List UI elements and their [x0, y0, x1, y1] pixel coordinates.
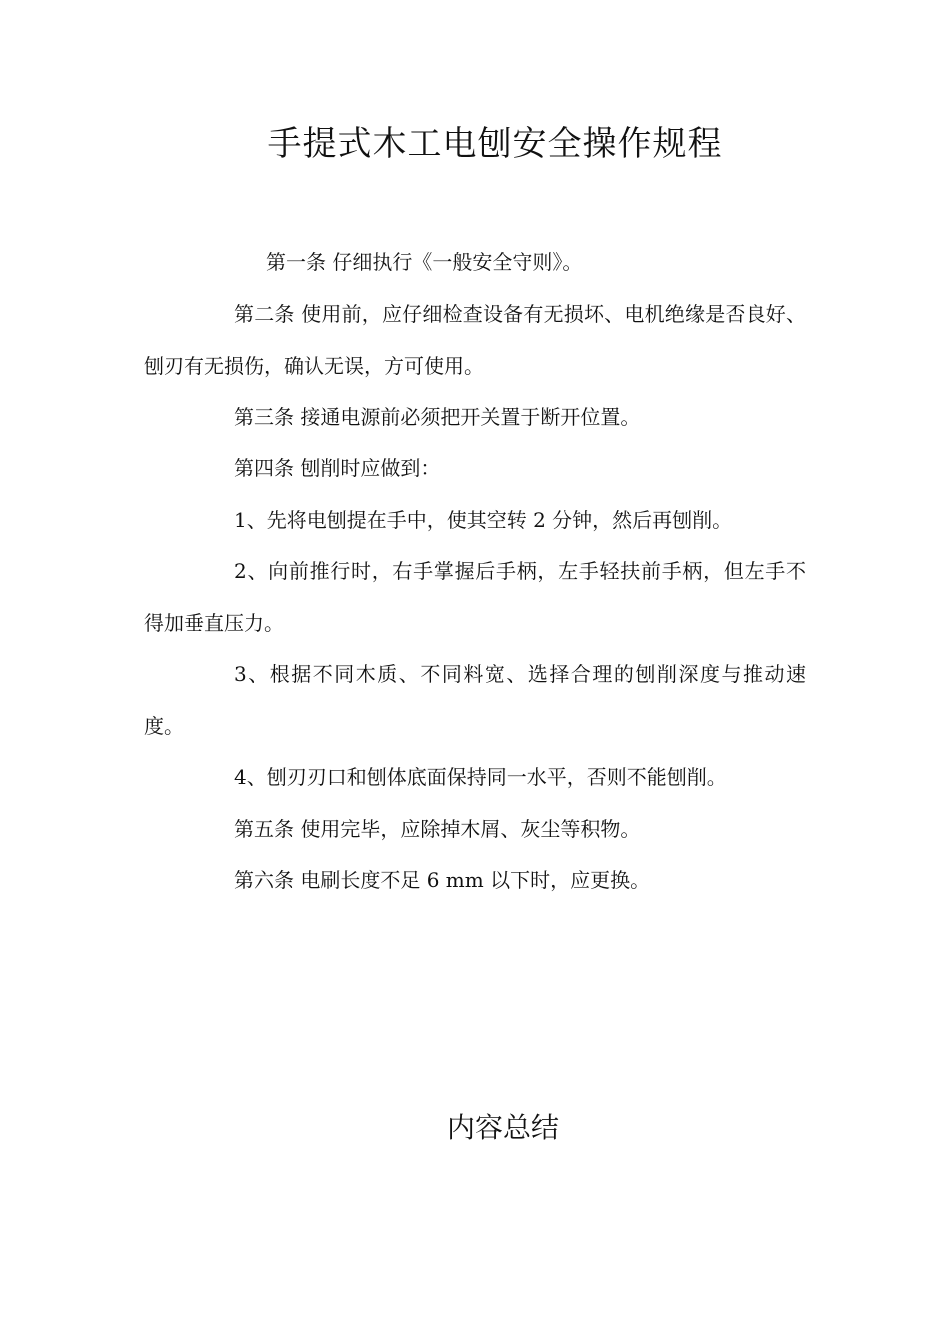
article-1: 第一条 仔细执行《一般安全守则》。 — [266, 250, 583, 274]
summary-heading: 内容总结 — [446, 1111, 559, 1144]
article-4-item-1: 1、先将电刨提在手中，使其空转 2 分钟，然后再刨削。 — [234, 507, 733, 532]
article-4-item-2: 2、向前推行时，右手掌握后手柄，左手轻扶前手柄，但左手不得加垂直压力。 — [144, 559, 806, 635]
document-body — [144, 245, 806, 915]
article-4-item-3: 3、根据不同木质、不同料宽、选择合理的刨削深度与推动速度。 — [144, 662, 806, 738]
article-4-item-4: 4、刨刃刃口和刨体底面保持同一水平，否则不能刨削。 — [234, 765, 727, 789]
article-5: 第五条 使用完毕，应除掉木屑、灰尘等积物。 — [234, 816, 641, 841]
document-title: 手提式木工电刨安全操作规程 — [267, 124, 723, 164]
article-4: 第四条 刨削时应做到： — [234, 456, 441, 480]
article-6: 第六条 电刷长度不足 6 mm 以下时，应更换。 — [234, 868, 651, 892]
article-3: 第三条 接通电源前必须把开关置于断开位置。 — [234, 404, 641, 429]
article-2: 第二条 使用前，应仔细检查设备有无损坏、电机绝缘是否良好、刨刃有无损伤，确认无误，方可使用。 — [144, 301, 806, 378]
